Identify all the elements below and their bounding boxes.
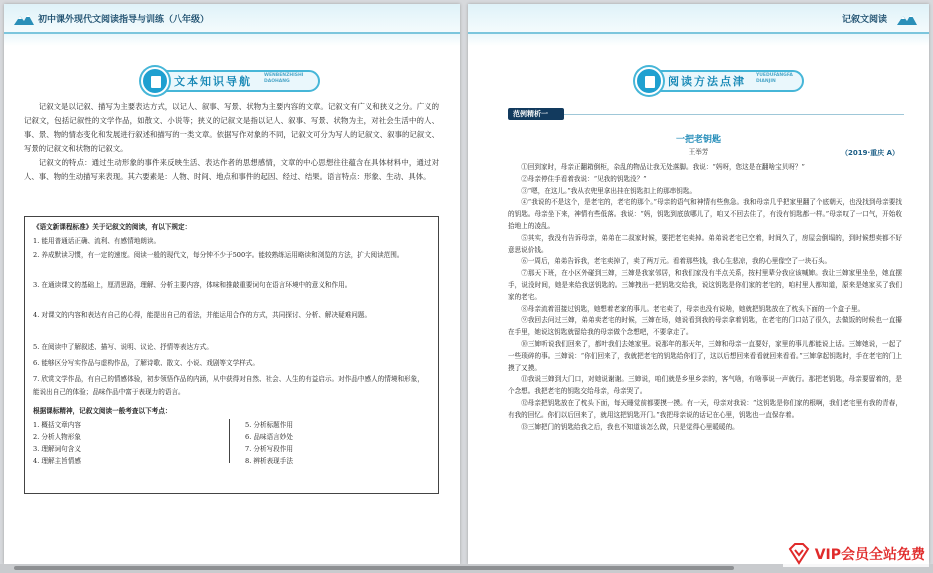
header-title: 记叙文阅读 — [841, 15, 887, 25]
banner-english: WENBENZHISHI DAOHANG — [264, 73, 304, 84]
story-paragraph: ②母亲停住手看着我说：“见我的钥匙没？” — [521, 174, 647, 183]
focus-item: 2. 分析人物形象 — [33, 433, 81, 441]
story-paragraph: ①回到家时，母亲正翻箱倒柜，杂乱的物品让我无处落脚。我说：“妈呀，您这是在翻啥宝贝呀？” — [521, 163, 805, 171]
standard-item: 3. 在通读课文的基础上，厘清思路，理解、分析主要内容，体味和推敲重要词句在语言环境中的意义和作用。 — [33, 281, 352, 289]
book-icon — [141, 67, 169, 95]
intro-text — [24, 100, 439, 184]
focus-item: 5. 分析标题作用 — [245, 421, 293, 429]
focus-item: 7. 分析写段作用 — [245, 445, 293, 453]
intro-paragraph: 记叙文的特点：通过生动形象的事件来反映生活、表达作者的思想感情，文章的中心思想往往蕴含在具体材料中，通过对人、事、物的生动描写来表现。其六要素是：人物、时间、地点和事件的起因、经过、结果。语言特点：形象、生动、具体。 — [24, 158, 439, 181]
section-rule — [564, 114, 904, 115]
banner-title: 阅读方法点津 — [668, 75, 746, 88]
vip-watermark[interactable] — [783, 541, 929, 567]
watermark-text: VIP会员全站免费 — [814, 547, 925, 563]
grid-divider — [229, 419, 230, 463]
section-tag: 范例精析一 — [508, 108, 564, 120]
mountain-icon — [14, 13, 34, 25]
banner-title: 文本知识导航 — [174, 75, 252, 88]
standard-item: 6. 能够区分写实作品与虚构作品，了解诗歌、散文、小说、戏剧等文学样式。 — [33, 359, 259, 367]
book-icon — [635, 67, 663, 95]
story-text — [508, 162, 902, 564]
diamond-icon — [787, 543, 811, 565]
standard-item: 1. 能用普通话正确、流利、有感情地朗读。 — [33, 237, 161, 245]
right-page — [468, 4, 929, 564]
page-header — [468, 4, 929, 46]
story-paragraph: ⑧母亲流着泪接过钥匙，她想着老家的事儿。老宅卖了，母亲也没有说啥，她就把钥匙放在了枕头下面的一个盒子里。 — [521, 304, 865, 313]
header-title: 初中课外现代文阅读指导与训练（八年级） — [38, 15, 210, 25]
focus-grid — [33, 419, 430, 463]
story-title: 一把老钥匙 — [675, 135, 721, 145]
standard-item: 7. 欣赏文学作品，有自己的情感体验，初步领悟作品的内涵，从中获得对自然、社会、人生的有益启示。对作品中感人的情境和形象，能说出自己的体验；品味作品中富于表现力的语言。 — [33, 375, 424, 396]
standard-item: 5. 在阅读中了解叙述、描写、说明、议论、抒情等表达方式。 — [33, 343, 213, 351]
mountain-icon — [897, 13, 917, 25]
horizontal-scrollbar[interactable] — [14, 566, 734, 570]
story-paragraph: ⑫母亲把钥匙放在了枕头下面，每天睡觉前都要摸一摸。有一天，母亲对我说：“这钥匙是你们家的根啊，我们老宅里有我的青春，有我的回忆。你们以后回来了，就用这把钥匙开门。”我把母亲说的话记在心里，钥匙也一直保存着。 — [508, 398, 902, 419]
section-banner — [144, 70, 324, 92]
standards-box — [24, 216, 439, 494]
focus-item: 8. 辨析表现手法 — [245, 457, 293, 465]
page-header — [4, 4, 460, 46]
banner-english: YUEDUFANGFA DIANJIN — [756, 73, 793, 84]
standard-item: 2. 养成默读习惯，有一定的速度。阅读一般的现代文，每分钟不少于500字。能较熟练运用略读和浏览的方法，扩大阅读范围。 — [33, 251, 404, 259]
story-paragraph: ⑤其实，我没有告诉母亲，弟弟在二叔家时候，要把老宅卖掉。弟弟说老宅已空着，时间久了，房屋会倒塌的，到时候想卖都不好意思说价钱。 — [508, 233, 902, 254]
intro-paragraph: 记叙文是以记叙、描写为主要表达方式，以记人、叙事、写景、状物为主要内容的文章。记叙文有广义和狭义之分。广义的记叙文，包括记叙性的文学作品，如散文、小说等；狭义的记叙文是指以记人、叙事、写景、状物为主，对社会生活中的人、事、景、物的情态变化和发展进行叙述和描写的一类文章。依据写作对象的不同，记叙文可分为写人的记叙文、叙事的记叙文、写景的记叙文和状物的记叙文。 — [24, 102, 439, 153]
standards-heading: 《语文新课程标准》关于记叙文的阅读，有以下规定： — [33, 223, 192, 231]
focus-item: 4. 理解主旨情感 — [33, 457, 81, 465]
section-banner — [638, 70, 808, 92]
focus-heading: 根据课标精神，记叙文阅读一般考查以下考点： — [33, 407, 172, 415]
story-paragraph: ⑦那天下班，在小区外碰到三婶，三婶是我家邻居，和我们家没有半点关系，按村里辈分我应该喊婶。我让三婶家里坐坐，她直摆手，说没时间，她是来给我送钥匙的。三婶拽出一把钥匙交给我，说这钥匙是你们家的老宅的，咱村里人都知道，原来是她家买了我们家的老宅。 — [508, 269, 902, 301]
focus-item: 3. 理解词句含义 — [33, 445, 81, 453]
left-page — [4, 4, 460, 564]
story-paragraph: ⑪我说三婶到大门口，对她说谢谢。三婶说，咱们就是乡里乡亲的，客气啥，有啥事说一声就行。那把老钥匙，母亲要留着的，是个念想。我把老宅的钥匙交给母亲，母亲哭了。 — [508, 375, 902, 396]
focus-item: 1. 概括文章内容 — [33, 421, 81, 429]
story-paragraph: ④“我说的不是这个，是老宅的，老宅的那个。”母亲的语气和神情有些焦急。我和母亲几乎把家里翻了个底朝天，也没找到母亲要找的钥匙。母亲坐下来，神情有些低落。我说：“妈，钥匙到底放哪儿了，咱又不回去住了，有没有钥匙都一样。”母亲叹了一口气，开始收拾地上的凌乱。 — [508, 198, 902, 230]
story-author: 王举芳 — [688, 148, 709, 156]
story-paragraph: ⑬三婶把门的钥匙给我之后，我也不知道该怎么做，只是觉得心里暖暖的。 — [521, 422, 739, 431]
standard-item: 4. 对课文的内容和表达有自己的心得，能提出自己的看法，并能运用合作的方式，共同探讨、分析、解决疑难问题。 — [33, 311, 372, 319]
story-paragraph: ⑥一周后，弟弟告诉我，老宅卖掉了，卖了两万元。看着那些钱，我心生悲凉，我的心里像空了一块石头。 — [521, 257, 832, 266]
focus-item: 6. 品味语言妙处 — [245, 433, 293, 441]
story-paragraph: ⑨我回去问过三婶，弟弟卖老宅的时候，三婶在场，她说看到我的母亲拿着钥匙，在老宅的门口站了很久，去做饭的时候也一直攥在手里，她说这钥匙就留给我的母亲做个念想吧，不要拿走了。 — [508, 316, 902, 337]
story-paragraph: ⑩三婶听说我们回来了，都叶我们去她家里。说那年的那天年，三婶和母亲一直要好，家里的事儿都能说上话。三婶她说，一起了一些琐碎的事。三婶说：“你们回来了，我就把老宅的钥匙给你们了，这以后想回来看看就回来看看。”三婶拿起钥匙时，手在老宅的门上摸了又摸。 — [508, 339, 902, 372]
story-paragraph: ③“嗯，在这儿。”我从衣兜里拿出挂在钥匙扣上的那串钥匙。 — [521, 186, 697, 195]
story-source: （2019·重庆 A） — [841, 149, 899, 157]
